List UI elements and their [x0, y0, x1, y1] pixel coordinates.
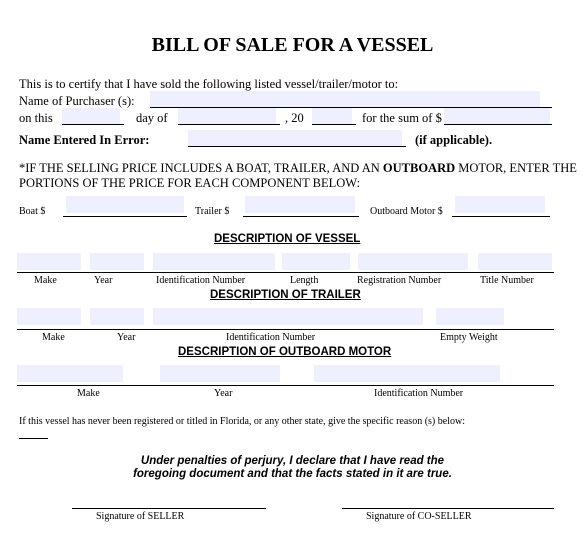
- trailer-make-field[interactable]: [17, 308, 81, 325]
- purchaser-label: Name of Purchaser (s):: [19, 94, 135, 108]
- day-field[interactable]: [62, 108, 120, 125]
- boat-price-underline: [63, 216, 187, 217]
- vessel-length-field[interactable]: [282, 253, 350, 270]
- vessel-col-length: Length: [290, 275, 319, 286]
- coseller-signature-line[interactable]: [342, 508, 554, 509]
- error-underline: [188, 146, 406, 147]
- year-prefix: , 20: [285, 111, 304, 125]
- trailer-col-weight: Empty Weight: [440, 332, 498, 343]
- perjury-line2: foregoing document and that the facts stated in it are true.: [133, 468, 452, 480]
- selling-price-text-a: *IF THE SELLING PRICE INCLUDES A BOAT, TRAILER, AND AN: [19, 161, 383, 175]
- motor-section-heading: DESCRIPTION OF OUTBOARD MOTOR: [178, 346, 392, 358]
- error-label: Name Entered In Error:: [19, 133, 150, 147]
- motor-make-field[interactable]: [17, 365, 123, 382]
- outboard-price-underline: [452, 216, 550, 217]
- day-of-label: day of: [136, 111, 168, 125]
- sum-underline: [444, 124, 552, 125]
- vessel-col-id: Identification Number: [156, 275, 246, 286]
- trailer-underline: [17, 329, 554, 330]
- motor-underline: [17, 385, 554, 386]
- trailer-price-field[interactable]: [245, 196, 355, 213]
- year-field[interactable]: [312, 108, 352, 125]
- trailer-col-id: Identification Number: [226, 332, 316, 343]
- vessel-col-registration: Registration Number: [357, 275, 442, 286]
- trailer-section-heading: DESCRIPTION OF TRAILER: [210, 289, 361, 301]
- vessel-col-year: Year: [94, 275, 113, 286]
- perjury-line1: Under penalties of perjury, I declare that I have read the: [140, 455, 445, 467]
- vessel-year-field[interactable]: [90, 253, 144, 270]
- vessel-underline: [17, 272, 554, 273]
- vessel-col-title: Title Number: [480, 275, 534, 286]
- motor-year-field[interactable]: [160, 365, 280, 382]
- selling-price-note-line1: [19, 161, 577, 176]
- trailer-col-make: Make: [42, 332, 65, 343]
- sum-label: for the sum of $: [362, 111, 442, 125]
- vessel-section-heading: DESCRIPTION OF VESSEL: [214, 233, 361, 245]
- motor-col-year: Year: [214, 388, 233, 399]
- year-underline: [312, 124, 356, 125]
- trailer-id-field[interactable]: [153, 308, 423, 325]
- selling-price-text-bold: OUTBOARD: [382, 161, 456, 175]
- on-this-label: on this: [19, 111, 53, 125]
- seller-signature-line[interactable]: [72, 508, 266, 509]
- purchaser-name-field[interactable]: [150, 91, 540, 108]
- certify-text: This is to certify that I have sold the following listed vessel/trailer/motor to:: [19, 77, 399, 91]
- month-field[interactable]: [178, 108, 276, 125]
- outboard-price-field[interactable]: [455, 196, 545, 213]
- boat-price-field[interactable]: [66, 196, 184, 213]
- florida-reason-underline[interactable]: [19, 438, 48, 439]
- coseller-signature-label: Signature of CO-SELLER: [366, 511, 472, 522]
- vessel-make-field[interactable]: [17, 253, 81, 270]
- motor-id-field[interactable]: [314, 365, 500, 382]
- trailer-price-underline: [243, 216, 359, 217]
- sum-field[interactable]: [444, 108, 550, 125]
- error-name-field[interactable]: [188, 130, 402, 147]
- trailer-col-year: Year: [117, 332, 136, 343]
- boat-price-label: Boat $: [19, 206, 46, 217]
- selling-price-note-line2: PORTIONS OF THE PRICE FOR EACH COMPONENT BELOW:: [19, 176, 361, 190]
- applicable-label: (if applicable).: [415, 133, 493, 147]
- vessel-registration-field[interactable]: [358, 253, 468, 270]
- seller-signature-label: Signature of SELLER: [96, 511, 185, 522]
- vessel-id-field[interactable]: [153, 253, 275, 270]
- selling-price-text-c: MOTOR, ENTER THE: [455, 161, 577, 175]
- motor-col-make: Make: [77, 388, 100, 399]
- outboard-price-label: Outboard Motor $: [370, 206, 443, 217]
- trailer-price-label: Trailer $: [195, 206, 230, 217]
- motor-col-id: Identification Number: [374, 388, 464, 399]
- trailer-weight-field[interactable]: [436, 308, 504, 325]
- vessel-col-make: Make: [34, 275, 57, 286]
- florida-reason-text: If this vessel has never been registered or titled in Florida, or any other state, give the specific reason (s) below:: [19, 416, 465, 427]
- vessel-title-field[interactable]: [478, 253, 552, 270]
- month-underline: [178, 124, 280, 125]
- page-title: BILL OF SALE FOR A VESSEL: [151, 34, 434, 56]
- day-underline: [62, 124, 124, 125]
- trailer-year-field[interactable]: [90, 308, 144, 325]
